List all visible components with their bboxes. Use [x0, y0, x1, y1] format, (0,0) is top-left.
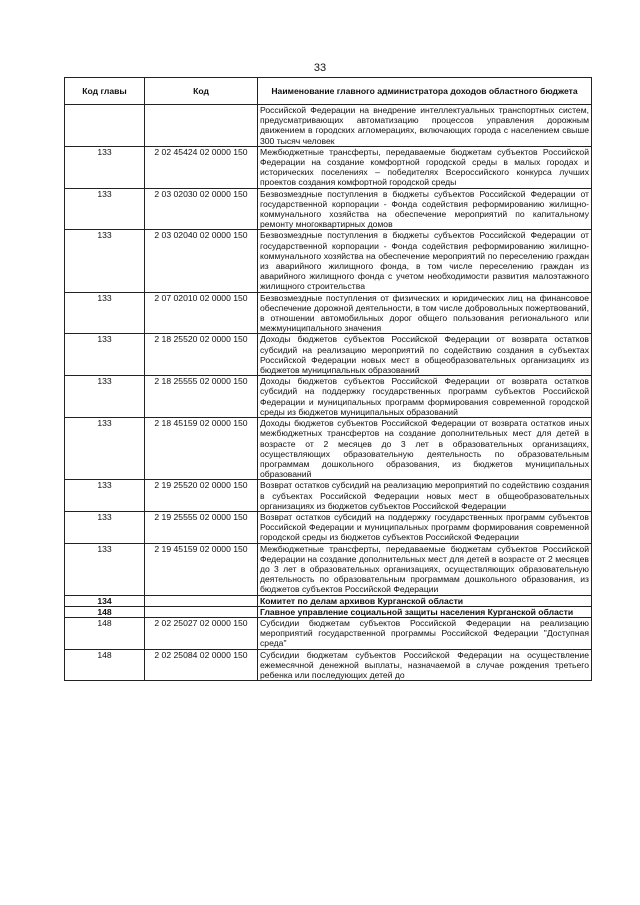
row-administrator-name: Комитет по делам архивов Курганской области	[258, 595, 592, 606]
row-administrator-name: Безвозмездные поступления от физических и юридических лиц на финансовое обеспечение дорожной деятельности, в том числе добровольных пожертвований, в отношении автомобильных дорог общего пользования регионального или межмуниципального значения	[258, 292, 592, 334]
table-row	[65, 617, 592, 649]
row-administrator-name: Доходы бюджетов субъектов Российской Федерации от возврата остатков субсидий на поддержку государственных программ субъектов Российской Федерации и муниципальных программ формирования современной городской среды из бюджетов муниципальных образований	[258, 376, 592, 418]
table-row	[65, 543, 592, 595]
row-chapter-code: 133	[65, 230, 145, 292]
row-chapter-code: 133	[65, 334, 145, 376]
table-row	[65, 146, 592, 188]
row-chapter-code: 133	[65, 292, 145, 334]
row-administrator-name: Доходы бюджетов субъектов Российской Федерации от возврата остатков иных межбюджетных трансфертов на создание дополнительных мест для детей в возрасте от 2 месяцев до 3 лет в образовательных организациях, осуществляющих образовательную деятельность по образовательным программам дошкольного образования, из бюджетов муниципальных образований	[258, 418, 592, 480]
page-number: 33	[313, 62, 327, 74]
row-chapter-code: 134	[65, 595, 145, 606]
row-chapter-code: 133	[65, 418, 145, 480]
table-row	[65, 105, 592, 147]
row-administrator-name: Субсидии бюджетам субъектов Российской Федерации на реализацию мероприятий государственной программы Российской Федерации "Доступная среда"	[258, 617, 592, 649]
table-row	[65, 188, 592, 230]
table-row	[65, 649, 592, 681]
row-chapter-code: 148	[65, 606, 145, 617]
row-administrator-name: Возврат остатков субсидий на поддержку государственных программ субъектов Российской Федерации и муниципальных программ формирования современной городской среды из бюджетов субъектов Российской Федерации	[258, 511, 592, 543]
row-code: 2 18 45159 02 0000 150	[145, 418, 258, 480]
row-chapter-code: 133	[65, 376, 145, 418]
row-administrator-name: Межбюджетные трансферты, передаваемые бюджетам субъектов Российской Федерации на создание комфортной городской среды в малых городах и исторических поселениях – победителях Всероссийского конкурса лучших проектов создания комфортной городской среды	[258, 146, 592, 188]
row-code: 2 19 45159 02 0000 150	[145, 543, 258, 595]
table-row	[65, 418, 592, 480]
table-row	[65, 606, 592, 617]
row-administrator-name: Возврат остатков субсидий на реализацию мероприятий по содействию создания в субъектах Российской Федерации новых мест в общеобразовательных организациях из бюджетов субъектов Российской Федерации	[258, 480, 592, 512]
row-administrator-name: Безвозмездные поступления в бюджеты субъектов Российской Федерации от государственной корпорации - Фонда содействия реформированию жилищно-коммунального хозяйства на обеспечение мероприятий по капитальному ремонту многоквартирных домов	[258, 188, 592, 230]
row-chapter-code: 148	[65, 617, 145, 649]
row-chapter-code	[65, 105, 145, 147]
row-code: 2 03 02040 02 0000 150	[145, 230, 258, 292]
table-body	[65, 105, 592, 681]
row-administrator-name: Главное управление социальной защиты населения Курганской области	[258, 606, 592, 617]
row-code	[145, 105, 258, 147]
row-chapter-code: 133	[65, 480, 145, 512]
table-row	[65, 595, 592, 606]
row-code: 2 19 25520 02 0000 150	[145, 480, 258, 512]
row-code	[145, 606, 258, 617]
header-chapter-code: Код главы	[65, 78, 145, 105]
table-row	[65, 230, 592, 292]
row-chapter-code: 133	[65, 188, 145, 230]
header-administrator-name: Наименование главного администратора доходов областного бюджета	[258, 78, 592, 105]
row-code	[145, 595, 258, 606]
row-code: 2 03 02030 02 0000 150	[145, 188, 258, 230]
row-chapter-code: 133	[65, 543, 145, 595]
row-code: 2 19 25555 02 0000 150	[145, 511, 258, 543]
row-administrator-name: Субсидии бюджетам субъектов Российской Федерации на осуществление ежемесячной денежной выплаты, назначаемой в случае рождения третьего ребенка или последующих детей до	[258, 649, 592, 681]
row-code: 2 07 02010 02 0000 150	[145, 292, 258, 334]
row-chapter-code: 148	[65, 649, 145, 681]
table-header-row	[65, 78, 592, 105]
row-administrator-name: Российской Федерации на внедрение интеллектуальных транспортных систем, предусматривающих автоматизацию процессов управления дорожным движением в городских агломерациях, включающих города с населением свыше 300 тысяч человек	[258, 105, 592, 147]
table-row	[65, 511, 592, 543]
table-row	[65, 480, 592, 512]
row-code: 2 02 45424 02 0000 150	[145, 146, 258, 188]
header-code: Код	[145, 78, 258, 105]
row-administrator-name: Межбюджетные трансферты, передаваемые бюджетам субъектов Российской Федерации на создание дополнительных мест для детей в возрасте от 2 месяцев до 3 лет в образовательных организациях, осуществляющих образовательную деятельность по образовательным программам дошкольного образования, из бюджетов субъектов Российской Федерации	[258, 543, 592, 595]
revenue-administrators-table	[64, 77, 592, 681]
row-administrator-name: Безвозмездные поступления в бюджеты субъектов Российской Федерации от государственной корпорации - Фонда содействия реформированию жилищно-коммунального хозяйства на обеспечение мероприятий по переселению граждан из аварийного жилищного фонда, в том числе переселению граждан из аварийного жилищного фонда с учетом необходимости развития малоэтажного жилищного строительства	[258, 230, 592, 292]
row-chapter-code: 133	[65, 511, 145, 543]
table-row	[65, 292, 592, 334]
row-code: 2 02 25084 02 0000 150	[145, 649, 258, 681]
row-code: 2 18 25520 02 0000 150	[145, 334, 258, 376]
table-row	[65, 376, 592, 418]
row-chapter-code: 133	[65, 146, 145, 188]
row-administrator-name: Доходы бюджетов субъектов Российской Федерации от возврата остатков субсидий на реализацию мероприятий по содействию создания в субъектах Российской Федерации новых мест в общеобразовательных организациях из бюджетов муниципальных образований	[258, 334, 592, 376]
row-code: 2 18 25555 02 0000 150	[145, 376, 258, 418]
row-code: 2 02 25027 02 0000 150	[145, 617, 258, 649]
table-row	[65, 334, 592, 376]
